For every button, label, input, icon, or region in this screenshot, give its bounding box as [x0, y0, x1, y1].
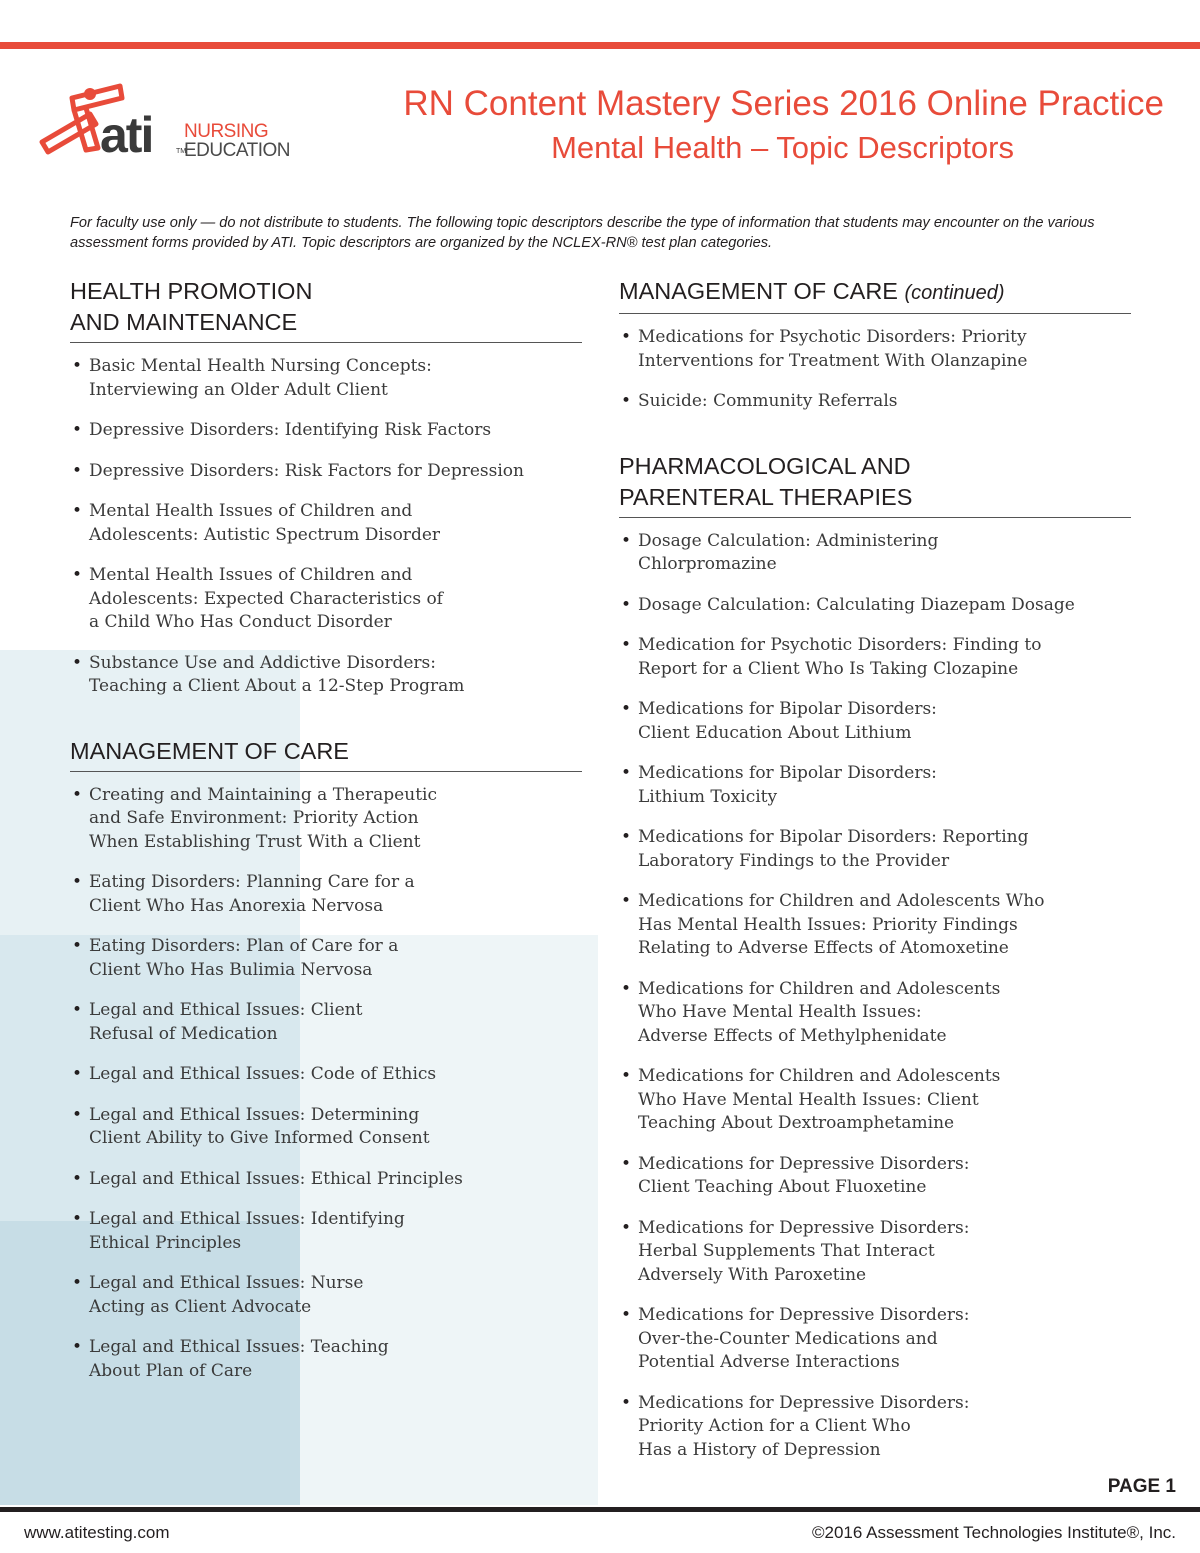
list-item: • Medications for Bipolar Disorders: Reporting Laboratory Findings to the Provider: [619, 826, 1131, 873]
page-title: RN Content Mastery Series 2016 Online Practice: [403, 84, 1164, 123]
management-of-care-continued-list: [619, 326, 1131, 414]
list-item: • Mental Health Issues of Children and Adolescents: Autistic Spectrum Disorder: [70, 500, 582, 547]
left-column: [70, 276, 582, 1400]
list-item: • Depressive Disorders: Identifying Risk Factors: [70, 419, 582, 443]
list-item: • Medications for Bipolar Disorders: Client Education About Lithium: [619, 698, 1131, 745]
page-subtitle: Mental Health – Topic Descriptors: [551, 130, 1014, 165]
list-item: • Legal and Ethical Issues: Nurse Acting as Client Advocate: [70, 1272, 582, 1319]
list-item: • Medications for Psychotic Disorders: Priority Interventions for Treatment With Olanzapine: [619, 326, 1131, 373]
list-item: • Medications for Children and Adolescents Who Has Mental Health Issues: Priority Findings Relating to Adverse Effects of Atomoxetine: [619, 890, 1131, 961]
pharmacological-list: [619, 530, 1131, 1463]
list-item: • Medications for Bipolar Disorders: Lithium Toxicity: [619, 762, 1131, 809]
section-heading-management-of-care-continued: [619, 276, 1131, 314]
footer-copyright: ©2016 Assessment Technologies Institute®, Inc.: [812, 1523, 1176, 1542]
list-item: • Depressive Disorders: Risk Factors for Depression: [70, 460, 582, 484]
logo-wordmark: ati: [100, 107, 153, 163]
heading-continued-note: (continued): [904, 282, 1005, 304]
list-item: • Dosage Calculation: Calculating Diazepam Dosage: [619, 594, 1131, 618]
list-item: • Legal and Ethical Issues: Code of Ethics: [70, 1063, 582, 1087]
list-item: • Legal and Ethical Issues: Teaching About Plan of Care: [70, 1336, 582, 1383]
heading-text: MANAGEMENT OF CARE: [619, 278, 898, 304]
list-item: • Legal and Ethical Issues: Client Refusal of Medication: [70, 999, 582, 1046]
management-of-care-list: [70, 784, 582, 1384]
list-item: • Legal and Ethical Issues: Identifying Ethical Principles: [70, 1208, 582, 1255]
page-number: PAGE 1: [1107, 1476, 1176, 1497]
list-item: • Medications for Depressive Disorders: Herbal Supplements That Interact Adversely With Paroxetine: [619, 1217, 1131, 1288]
list-item: • Creating and Maintaining a Therapeutic and Safe Environment: Priority Action When Establishing Trust With a Client: [70, 784, 582, 855]
logo-education-text: EDUCATION: [184, 140, 290, 161]
list-item: • Suicide: Community Referrals: [619, 390, 1131, 414]
list-item: • Medications for Children and Adolescents Who Have Mental Health Issues: Client Teaching About Dextroamphetamine: [619, 1065, 1131, 1136]
list-item: • Eating Disorders: Plan of Care for a Client Who Has Bulimia Nervosa: [70, 935, 582, 982]
footer-rule: [0, 1507, 1200, 1512]
list-item: • Substance Use and Addictive Disorders: Teaching a Client About a 12-Step Program: [70, 652, 582, 699]
list-item: • Eating Disorders: Planning Care for a Client Who Has Anorexia Nervosa: [70, 871, 582, 918]
list-item: • Medications for Children and Adolescents Who Have Mental Health Issues: Adverse Effects of Methylphenidate: [619, 978, 1131, 1049]
list-item: • Mental Health Issues of Children and Adolescents: Expected Characteristics of a Child Who Has Conduct Disorder: [70, 564, 582, 635]
list-item: • Legal and Ethical Issues: Determining Client Ability to Give Informed Consent: [70, 1104, 582, 1151]
list-item: • Medications for Depressive Disorders: Over-the-Counter Medications and Potential Adverse Interactions: [619, 1304, 1131, 1375]
list-item: • Medications for Depressive Disorders: Client Teaching About Fluoxetine: [619, 1153, 1131, 1200]
footer-website: www.atitesting.com: [24, 1523, 170, 1542]
section-heading-pharmacological: PHARMACOLOGICAL AND PARENTERAL THERAPIES: [619, 451, 1131, 518]
list-item: • Medications for Depressive Disorders: Priority Action for a Client Who Has a History of Depression: [619, 1392, 1131, 1463]
logo-trademark: TM: [176, 148, 187, 155]
list-item: • Legal and Ethical Issues: Ethical Principles: [70, 1168, 582, 1192]
right-column: [619, 276, 1131, 1479]
list-item: • Medication for Psychotic Disorders: Finding to Report for a Client Who Is Taking Clozapine: [619, 634, 1131, 681]
list-item: • Basic Mental Health Nursing Concepts: Interviewing an Older Adult Client: [70, 355, 582, 402]
health-promotion-list: [70, 355, 582, 699]
intro-note: For faculty use only — do not distribute to students. The following topic descriptors describe the type of information that students may encounter on the various assessment forms provided by ATI. Topic descriptors are organized by the NCLEX-RN® test plan categories.: [70, 215, 1095, 251]
section-heading-health-promotion: HEALTH PROMOTION AND MAINTENANCE: [70, 276, 582, 343]
list-item: • Dosage Calculation: Administering Chlorpromazine: [619, 530, 1131, 577]
section-heading-management-of-care: MANAGEMENT OF CARE: [70, 736, 582, 772]
top-accent-rule: [0, 42, 1200, 49]
logo-nursing-text: NURSING: [184, 121, 269, 142]
